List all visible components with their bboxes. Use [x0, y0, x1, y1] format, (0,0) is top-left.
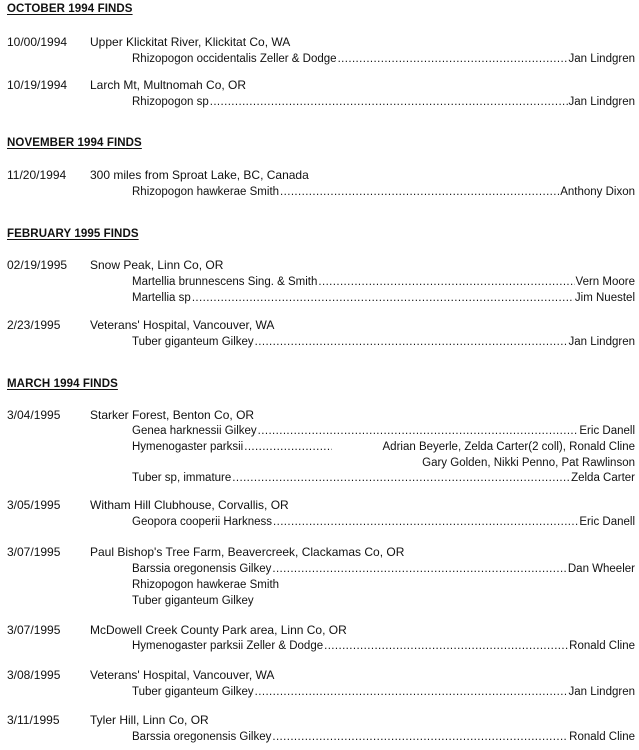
- species-row: [132, 441, 635, 453]
- collector-name: Ronald Cline: [569, 640, 635, 652]
- collector-name: Eric Danell: [579, 516, 635, 528]
- species-name: Tuber giganteum Gilkey: [132, 336, 254, 348]
- collector-continuation: Gary Golden, Nikki Penno, Pat Rawlinson: [422, 457, 635, 469]
- dot-leader: [192, 292, 574, 304]
- collector-name: Jan Lindgren: [568, 96, 635, 108]
- species-name: Rhizopogon hawkerae Smith: [132, 579, 280, 591]
- collector-name: Ronald Cline: [569, 731, 635, 743]
- species-name: Rhizopogon sp: [132, 96, 209, 108]
- entry-date: 10/00/1994: [7, 35, 68, 49]
- entry-date: 3/08/1995: [7, 668, 61, 682]
- collector-name: Jan Lindgren: [568, 336, 635, 348]
- entry-location: Snow Peak, Linn Co, OR: [90, 258, 224, 272]
- entry-location: 300 miles from Sproat Lake, BC, Canada: [90, 168, 309, 182]
- species-name: Genea harknessii Gilkey: [132, 425, 257, 437]
- entry-location: Upper Klickitat River, Klickitat Co, WA: [90, 35, 291, 49]
- species-name: Martellia brunnescens Sing. & Smith: [132, 276, 318, 288]
- species-row: [132, 579, 635, 591]
- dot-leader: [255, 686, 568, 698]
- species-row: [132, 563, 635, 575]
- dot-leader: [255, 336, 568, 348]
- section-heading-february-1995: FEBRUARY 1995 FINDS: [7, 228, 139, 240]
- species-name: Hymenogaster parksii Zeller & Dodge: [132, 640, 324, 652]
- dot-leader: [338, 53, 568, 65]
- dot-leader: [244, 441, 332, 453]
- species-row: [132, 731, 635, 743]
- dot-leader: [232, 472, 570, 484]
- species-row: [132, 686, 635, 698]
- species-row: [132, 96, 635, 108]
- collector-name: Zelda Carter: [571, 472, 635, 484]
- species-name: Geopora cooperii Harkness: [132, 516, 272, 528]
- entry-location: Larch Mt, Multnomah Co, OR: [90, 78, 247, 92]
- dot-leader: [273, 516, 578, 528]
- dot-leader: [318, 276, 574, 288]
- species-row: [132, 472, 635, 484]
- species-row: [132, 516, 635, 528]
- collector-name: Dan Wheeler: [567, 563, 635, 575]
- entry-date: 3/11/1995: [7, 713, 60, 727]
- section-heading-march-1994: MARCH 1994 FINDS: [7, 378, 118, 390]
- entry-date: 3/07/1995: [7, 623, 61, 637]
- entry-location: Starker Forest, Benton Co, OR: [90, 408, 255, 422]
- species-name: Rhizopogon hawkerae Smith: [132, 186, 280, 198]
- species-name: Rhizopogon occidentalis Zeller & Dodge: [132, 53, 337, 65]
- dot-leader: [280, 186, 559, 198]
- species-name: Tuber giganteum Gilkey: [132, 686, 254, 698]
- species-name: Barssia oregonensis Gilkey: [132, 563, 272, 575]
- entry-location: Veterans' Hospital, Vancouver, WA: [90, 668, 275, 682]
- collector-name: Jim Nuestel: [574, 292, 635, 304]
- species-row: [132, 186, 635, 198]
- species-row: [132, 276, 635, 288]
- species-name: Barssia oregonensis Gilkey: [132, 731, 272, 743]
- collector-name: Adrian Beyerle, Zelda Carter(2 coll), Ronald Cline: [382, 441, 635, 453]
- species-name: Martellia sp: [132, 292, 191, 304]
- dot-leader: [272, 731, 568, 743]
- entry-location: Witham Hill Clubhouse, Corvallis, OR: [90, 498, 289, 512]
- entry-date: 3/07/1995: [7, 545, 61, 559]
- collector-name: Jan Lindgren: [568, 53, 635, 65]
- collector-name: Jan Lindgren: [568, 686, 635, 698]
- section-heading-november-1994: NOVEMBER 1994 FINDS: [7, 137, 142, 149]
- collector-name: Anthony Dixon: [560, 186, 635, 198]
- dot-leader: [258, 425, 579, 437]
- entry-date: 02/19/1995: [7, 258, 68, 272]
- entry-date: 3/04/1995: [7, 408, 61, 422]
- species-row: [132, 53, 635, 65]
- species-name: Tuber sp, immature: [132, 472, 232, 484]
- entry-location: McDowell Creek County Park area, Linn Co, OR: [90, 623, 347, 637]
- species-name: Tuber giganteum Gilkey: [132, 595, 254, 607]
- dot-leader: [272, 563, 567, 575]
- entry-location: Paul Bishop's Tree Farm, Beavercreek, Clackamas Co, OR: [90, 545, 405, 559]
- dot-leader: [210, 96, 568, 108]
- collector-name: Vern Moore: [575, 276, 635, 288]
- section-heading-october-1994: OCTOBER 1994 FINDS: [7, 3, 133, 15]
- entry-date: 3/05/1995: [7, 498, 61, 512]
- entry-location: Tyler Hill, Linn Co, OR: [90, 713, 209, 727]
- species-name: Hymenogaster parksii: [132, 441, 244, 453]
- dot-leader: [324, 640, 568, 652]
- species-row: [132, 640, 635, 652]
- entry-location: Veterans' Hospital, Vancouver, WA: [90, 318, 275, 332]
- entry-date: 10/19/1994: [7, 78, 68, 92]
- entry-date: 2/23/1995: [7, 318, 61, 332]
- species-row: [132, 425, 635, 437]
- species-row: [132, 292, 635, 304]
- collector-name: Eric Danell: [579, 425, 635, 437]
- entry-date: 11/20/1994: [7, 168, 67, 182]
- species-row: [132, 336, 635, 348]
- species-row: [132, 595, 635, 607]
